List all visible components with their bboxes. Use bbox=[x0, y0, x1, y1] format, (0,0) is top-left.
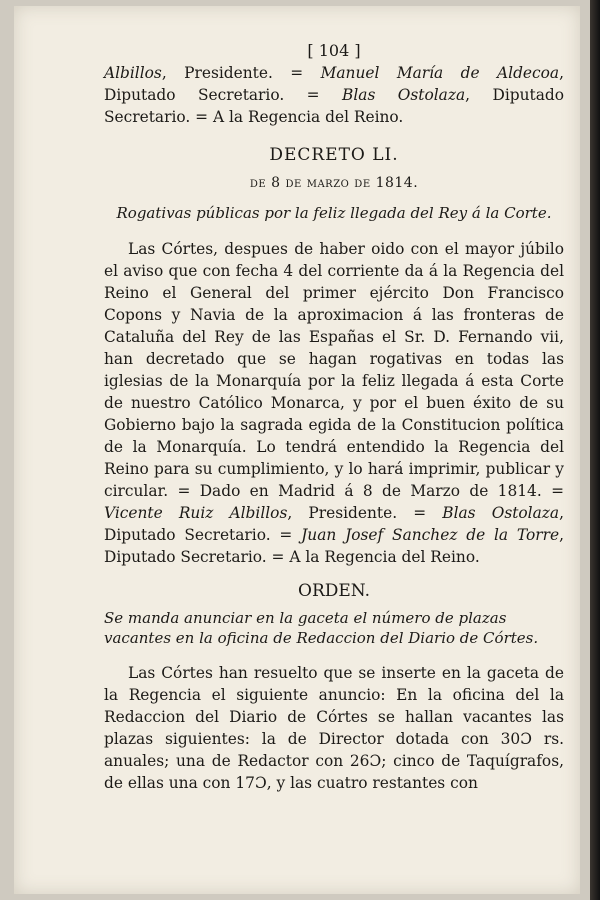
page-text-block bbox=[104, 40, 564, 794]
intro-text-2: , Diputado Secretario. = bbox=[104, 64, 564, 104]
intro-text-3: , Diputado Secretario. = A la Regencia del Reino. bbox=[104, 86, 564, 126]
decree-body bbox=[104, 238, 564, 568]
decree-body-text: Las Córtes, despues de haber oido con el mayor júbilo el aviso que con fecha 4 del corriente da á la Regencia del Reino el General del primer ejército Don Francisco Copons y Navia de la aproximacion á las fronteras de Cataluña del Rey de las Españas el Sr. D. Fernando vii, han decretado que se hagan rogativas en todas las iglesias de la Monarquía por la feliz llegada á esta Corte de nuestro Católico Monarca, y por el buen éxito de su Gobierno bajo la sagrada egida de la Constitucion política de la Monarquía. Lo tendrá entendido la Regencia del Reino para su cumplimiento, y lo hará imprimir, publicar y circular. = Dado en Madrid á 8 de Marzo de 1814. = bbox=[104, 240, 564, 500]
decree-subtitle: Rogativas públicas por la feliz llegada del Rey á la Corte. bbox=[116, 204, 552, 222]
decree-signature-2: Blas Ostolaza bbox=[442, 504, 560, 522]
decree-signature-1-role: , Presidente. = bbox=[287, 504, 443, 522]
decree-signature-3: Juan Josef Sanchez de la Torre bbox=[301, 526, 560, 544]
book-binding-edge bbox=[590, 0, 600, 900]
page-number: [ 104 ] bbox=[307, 41, 361, 60]
intro-name-2: Manuel María de Aldecoa bbox=[320, 64, 560, 82]
decree-title: DECRETO LI. bbox=[269, 145, 399, 165]
intro-text-1: , Presidente. = bbox=[161, 64, 321, 82]
order-body: Las Córtes han resuelto que se inserte en la gaceta de la Regencia el siguiente anuncio: En la oficina del la Redaccion del Diario de Córtes se hallan vacantes las plazas siguientes: la de Director dotada con 30Ɔ rs. anuales; una de Redactor con 26Ɔ; cinco de Taquígrafos, de ellas una con 17Ɔ, y las cuatro restantes con bbox=[104, 664, 564, 792]
order-subtitle: Se manda anunciar en la gaceta el número de plazas vacantes en la oficina de Redaccion del Diario de Córtes. bbox=[104, 609, 539, 647]
intro-paragraph bbox=[104, 62, 564, 128]
decree-signature-1: Vicente Ruiz Albillos bbox=[104, 504, 288, 522]
decree-date: de 8 de marzo de 1814. bbox=[249, 175, 419, 191]
intro-name-3: Blas Ostolaza bbox=[342, 86, 466, 104]
intro-name-1: Albillos bbox=[104, 64, 162, 82]
decree-signature-3-role: , Diputado Secretario. = A la Regencia del Reino. bbox=[104, 526, 564, 566]
order-title: ORDEN. bbox=[298, 581, 370, 601]
decree-signature-2-role: , Diputado Secretario. = bbox=[104, 504, 564, 544]
